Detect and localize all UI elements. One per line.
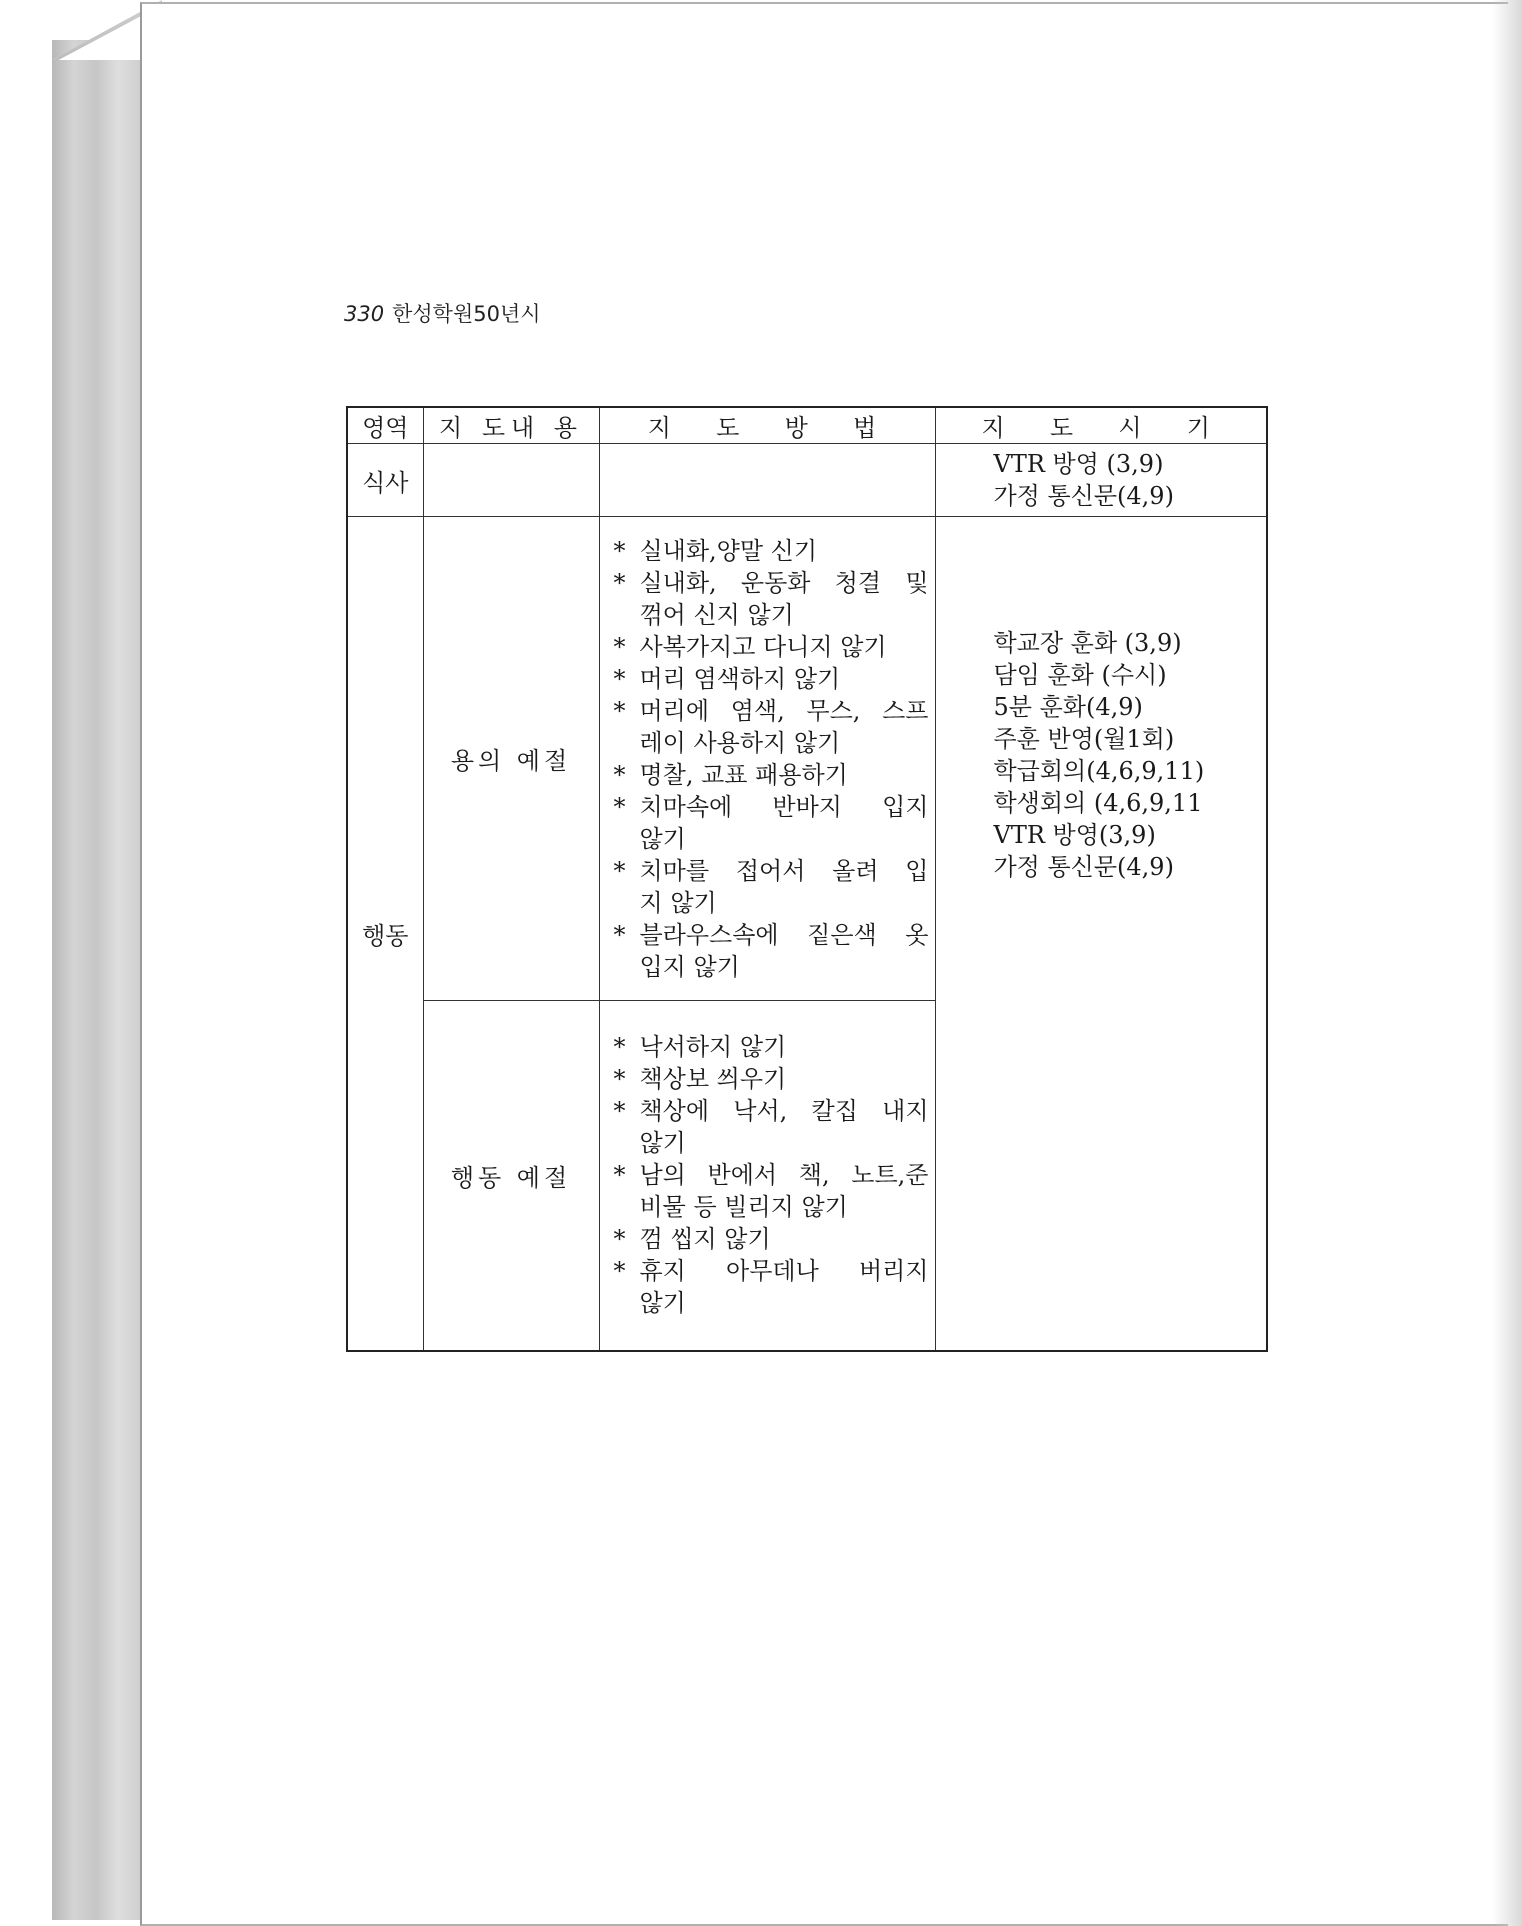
method-list	[600, 1021, 935, 1329]
method-text	[640, 567, 929, 631]
schedule-list	[936, 444, 1267, 516]
method-line: 껌 씹지 않기	[639, 1225, 771, 1254]
bullet-star: *	[613, 920, 626, 949]
bullet-star: *	[613, 696, 626, 725]
method-item	[614, 791, 929, 855]
method-text	[640, 1063, 929, 1095]
schedule-line: 학생회의 (4,6,9,11	[993, 789, 1203, 817]
method-line: 명찰, 교표 패용하기	[639, 760, 848, 789]
header-area: 영역	[347, 407, 423, 444]
table-header-row	[347, 407, 1267, 444]
method-text	[640, 1095, 929, 1159]
schedule-line: 5분 훈화(4,9)	[993, 693, 1143, 721]
method-line: 치마를 접어서 올려 입	[639, 856, 929, 885]
schedule-line: 주훈 반영(월1회)	[993, 725, 1175, 753]
bullet-star: *	[613, 1097, 626, 1126]
schedule-cell	[935, 444, 1267, 517]
method-item	[614, 1095, 929, 1159]
book-title: 한성학원50년시	[392, 302, 541, 326]
method-cell	[599, 517, 935, 1001]
topic-cell	[423, 444, 599, 517]
method-item	[614, 919, 929, 983]
method-line: 머리 염색하지 않기	[639, 664, 841, 693]
bullet-star: *	[613, 568, 626, 597]
method-line: 실내화,양말 신기	[639, 536, 818, 565]
bullet-star: *	[613, 632, 626, 661]
method-line: 머리에 염색, 무스, 스프	[639, 696, 929, 725]
page-number: 330	[344, 302, 385, 326]
schedule-line: 가정 통신문(4,9)	[993, 482, 1174, 510]
area-cell: 식사	[347, 444, 423, 517]
topic-cell: 용의 예절	[423, 517, 599, 1001]
method-text	[640, 791, 929, 855]
method-item	[614, 855, 929, 919]
table-row	[347, 517, 1267, 1001]
bullet-star: *	[613, 1161, 626, 1190]
method-text	[640, 695, 929, 759]
schedule-line: 학교장 훈화 (3,9)	[993, 629, 1182, 657]
schedule-line: VTR 방영 (3,9)	[993, 450, 1164, 478]
bullet-star: *	[613, 760, 626, 789]
method-item	[614, 1255, 929, 1319]
method-item	[614, 759, 929, 791]
method-text	[640, 759, 929, 791]
running-head	[344, 298, 541, 328]
schedule-line: 담임 훈화 (수시)	[993, 661, 1167, 689]
method-item	[614, 1159, 929, 1223]
area-cell: 행동	[347, 517, 423, 1351]
bullet-star: *	[613, 1065, 626, 1094]
method-line: 않기	[639, 824, 686, 853]
schedule-line: 학급회의(4,6,9,11)	[993, 757, 1205, 785]
page-shadow	[1492, 0, 1522, 1926]
method-item	[614, 567, 929, 631]
method-text	[640, 1223, 929, 1255]
bullet-star: *	[613, 792, 626, 821]
method-item	[614, 695, 929, 759]
schedule-cell	[935, 517, 1267, 1351]
method-line: 실내화, 운동화 청결 및	[639, 568, 929, 597]
bullet-star: *	[613, 1257, 626, 1286]
method-cell	[599, 1001, 935, 1351]
method-line: 책상보 씌우기	[639, 1065, 787, 1094]
method-item	[614, 1223, 929, 1255]
schedule-list	[936, 517, 1267, 887]
method-line: 사복가지고 다니지 않기	[639, 632, 887, 661]
method-item	[614, 663, 929, 695]
method-line: 입지 않기	[639, 952, 740, 981]
method-text	[640, 855, 929, 919]
method-item	[614, 1031, 929, 1063]
schedule-line: VTR 방영(3,9)	[993, 821, 1156, 849]
method-text	[640, 1159, 929, 1223]
method-line: 않기	[639, 1289, 686, 1318]
method-line: 남의 반에서 책, 노트,준	[639, 1161, 929, 1190]
method-line: 꺾어 신지 않기	[639, 600, 794, 629]
method-line: 지 않기	[639, 888, 717, 917]
method-line: 낙서하지 않기	[639, 1033, 787, 1062]
method-text	[640, 919, 929, 983]
method-item	[614, 631, 929, 663]
method-line: 비물 등 빌리지 않기	[639, 1193, 848, 1222]
schedule-line: 가정 통신문(4,9)	[993, 853, 1174, 881]
method-list	[600, 525, 935, 993]
bullet-star: *	[613, 1033, 626, 1062]
method-text	[640, 631, 929, 663]
bullet-star: *	[613, 1225, 626, 1254]
bullet-star: *	[613, 664, 626, 693]
method-item	[614, 535, 929, 567]
bullet-star: *	[613, 856, 626, 885]
method-line: 휴지 아무데나 버리지	[639, 1257, 929, 1286]
method-line: 치마속에 반바지 입지	[639, 792, 929, 821]
topic-cell: 행동 예절	[423, 1001, 599, 1351]
method-text	[640, 1255, 929, 1319]
method-line: 책상에 낙서, 칼집 내지	[639, 1097, 929, 1126]
method-line: 않기	[639, 1129, 686, 1158]
table-row	[347, 444, 1267, 517]
method-text	[640, 535, 929, 567]
header-schedule: 지 도 시 기	[935, 407, 1267, 444]
guidance-table	[346, 406, 1268, 1352]
method-item	[614, 1063, 929, 1095]
method-text	[640, 663, 929, 695]
method-line: 레이 사용하지 않기	[639, 728, 841, 757]
header-topic: 지 도내 용	[423, 407, 599, 444]
header-method: 지 도 방 법	[599, 407, 935, 444]
bullet-star: *	[613, 536, 626, 565]
method-cell	[599, 444, 935, 517]
method-line: 블라우스속에 짙은색 옷	[639, 920, 929, 949]
method-text	[640, 1031, 929, 1063]
